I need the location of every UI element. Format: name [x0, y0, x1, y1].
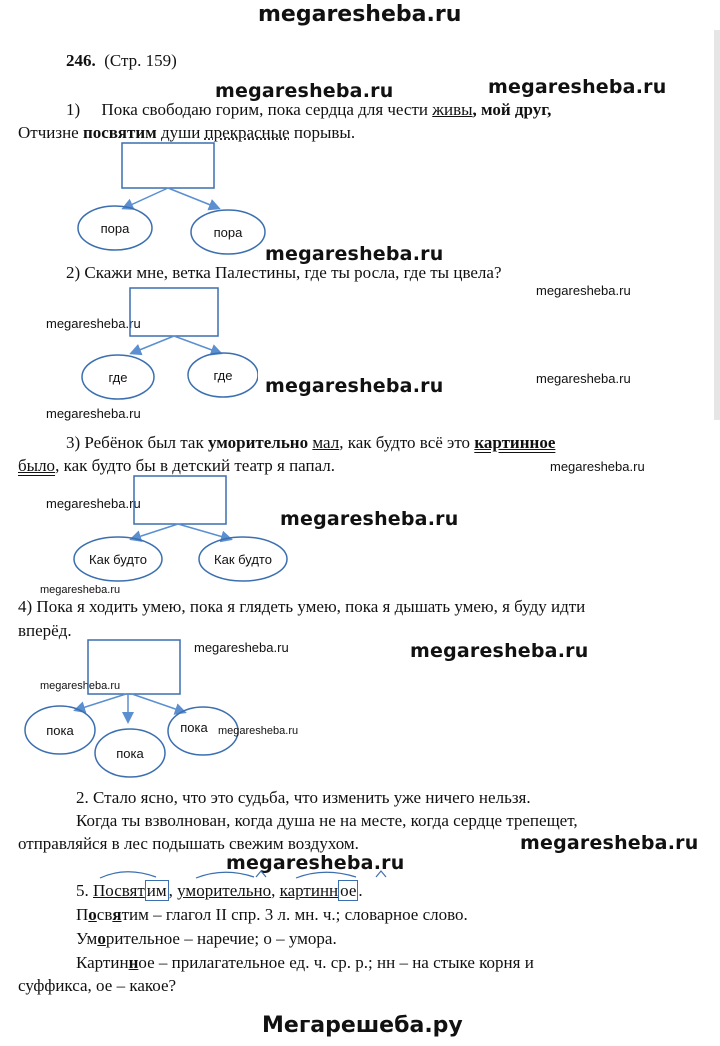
oval-label: где — [213, 368, 233, 383]
task-5-line-3: Уморительное – наречие; о – умора. — [76, 929, 337, 948]
page-header: megaresheba.ru — [258, 2, 462, 27]
page-footer: Мегарешеба.ру — [262, 1013, 463, 1038]
oval-label: пора — [213, 225, 243, 240]
watermark: megaresheba.ru — [40, 584, 121, 596]
task-2-line-1: 2. Стало ясно, что это судьба, что изменить уже ничего нельзя. — [76, 788, 531, 807]
exercise-heading — [66, 50, 177, 72]
watermark: megaresheba.ru — [488, 76, 667, 98]
task-2-line-3: отправляйся в лес подышать свежим воздухом. — [18, 834, 359, 853]
morpheme-arcs — [96, 867, 416, 881]
sentence-3-line-2: было, как будто бы в детский театр я папал. — [18, 456, 336, 475]
sentence-3-line-1: 3) Ребёнок был так уморительно мал, как будто всё это картинное — [66, 433, 556, 452]
diagram-box — [134, 476, 226, 524]
watermark: megaresheba.ru — [218, 725, 299, 737]
diagram-4 — [24, 636, 249, 786]
oval-label: пока — [46, 723, 74, 738]
sentence-2: 2) Скажи мне, ветка Палестины, где ты росла, где ты цвела? — [66, 263, 502, 282]
diagram-3 — [70, 472, 295, 587]
task-5-line-4: Картинное – прилагательное ед. ч. ср. р.; нн – на стыке корня и — [76, 953, 534, 972]
task-5-line-5: суффикса, ое – какое? — [18, 976, 177, 995]
oval-label: пока — [180, 720, 208, 735]
watermark: megaresheba.ru — [46, 496, 141, 511]
watermark: megaresheba.ru — [550, 459, 645, 474]
watermark: megaresheba.ru — [265, 375, 444, 397]
sentence-1-line-1: 1) Пока свободаю горим, пока сердца для чести живы, мой друг, — [66, 100, 552, 119]
diagram-box — [122, 143, 214, 188]
oval-label: где — [108, 370, 128, 385]
page-reference: (Стр. 159) — [104, 51, 177, 70]
task-5-line-2: Посвятим – глагол II спр. 3 л. мн. ч.; словарное слово. — [76, 905, 468, 924]
watermark: megaresheba.ru — [536, 283, 631, 298]
task-2-line-2: Когда ты взволнован, когда душа не на месте, когда сердце трепещет, — [76, 811, 578, 830]
oval-label: пока — [116, 746, 144, 761]
watermark: megaresheba.ru — [226, 852, 405, 874]
watermark: megaresheba.ru — [536, 371, 631, 386]
diagram-box — [130, 288, 218, 336]
watermark: megaresheba.ru — [410, 640, 589, 662]
watermark: megaresheba.ru — [40, 680, 121, 692]
watermark: megaresheba.ru — [265, 243, 444, 265]
oval-label: Как будто — [214, 552, 272, 567]
diagram-2 — [78, 285, 258, 405]
sentence-4-line-1: 4) Пока я ходить умею, пока я глядеть умею, пока я дышать умею, я буду идти — [18, 597, 586, 616]
watermark: megaresheba.ru — [280, 508, 459, 530]
watermark: megaresheba.ru — [194, 640, 289, 655]
sentence-4-line-2: вперёд. — [18, 621, 72, 640]
diagram-box — [88, 640, 180, 694]
sentence-1-line-2: Отчизне посвятим души прекрасные порывы. — [18, 123, 356, 142]
watermark: megaresheba.ru — [46, 406, 141, 421]
diagram-1 — [70, 140, 280, 255]
exercise-number: 246. — [66, 51, 96, 70]
watermark: megaresheba.ru — [215, 80, 394, 102]
watermark: megaresheba.ru — [520, 832, 699, 854]
watermark: megaresheba.ru — [46, 316, 141, 331]
scrollbar[interactable] — [714, 30, 720, 420]
task-5-line-1: 5. Посвят им , уморительно, картинн ое . — [76, 881, 363, 900]
oval-label: Как будто — [89, 552, 147, 567]
oval-label: пора — [100, 221, 130, 236]
